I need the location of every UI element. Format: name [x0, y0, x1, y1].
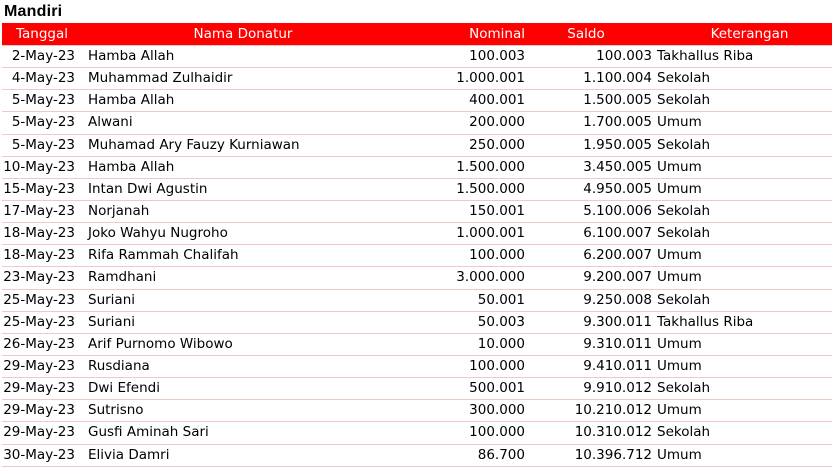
cell-saldo: 10.396.712	[526, 444, 656, 466]
cell-nominal: 1.000.001	[404, 68, 526, 90]
cell-tanggal: 5-May-23	[2, 90, 82, 112]
cell-saldo: 1.100.004	[526, 68, 656, 90]
cell-nama-donatur: Joko Wahyu Nugroho	[82, 223, 404, 245]
cell-saldo: 4.950.005	[526, 178, 656, 200]
table-row	[2, 444, 832, 466]
cell-saldo: 6.200.007	[526, 245, 656, 267]
table-row	[2, 156, 832, 178]
cell-keterangan: Umum	[656, 267, 832, 289]
table-row	[2, 400, 832, 422]
cell-tanggal: 5-May-23	[2, 112, 82, 134]
cell-nominal: 3.000.000	[404, 267, 526, 289]
cell-keterangan: Umum	[656, 355, 832, 377]
cell-nama-donatur: Norjanah	[82, 200, 404, 222]
cell-saldo: 9.250.008	[526, 289, 656, 311]
cell-saldo: 9.300.011	[526, 311, 656, 333]
table-row	[2, 223, 832, 245]
cell-nominal: 50.001	[404, 289, 526, 311]
cell-nama-donatur: Alwani	[82, 112, 404, 134]
table-row	[2, 46, 832, 68]
cell-tanggal: 30-May-23	[2, 444, 82, 466]
cell-tanggal: 25-May-23	[2, 289, 82, 311]
cell-nama-donatur: Hamba Allah	[82, 46, 404, 68]
table-row	[2, 90, 832, 112]
cell-saldo: 5.100.006	[526, 200, 656, 222]
cell-nama-donatur: Sutrisno	[82, 400, 404, 422]
cell-nominal: 400.001	[404, 90, 526, 112]
cell-nominal: 100.000	[404, 422, 526, 444]
cell-keterangan: Sekolah	[656, 289, 832, 311]
cell-saldo: 1.950.005	[526, 134, 656, 156]
cell-nama-donatur: Suriani	[82, 289, 404, 311]
cell-tanggal: 25-May-23	[2, 311, 82, 333]
cell-nama-donatur: Hamba Allah	[82, 90, 404, 112]
cell-nominal: 100.003	[404, 46, 526, 68]
table-row	[2, 178, 832, 200]
cell-nama-donatur: Gusfi Aminah Sari	[82, 422, 404, 444]
table-row	[2, 311, 832, 333]
cell-saldo: 6.100.007	[526, 223, 656, 245]
table-header	[2, 23, 832, 46]
cell-tanggal: 26-May-23	[2, 333, 82, 355]
cell-nominal: 10.000	[404, 333, 526, 355]
cell-nama-donatur: Intan Dwi Agustin	[82, 178, 404, 200]
cell-keterangan: Takhallus Riba	[656, 311, 832, 333]
table-row	[2, 333, 832, 355]
cell-keterangan: Sekolah	[656, 422, 832, 444]
cell-nama-donatur: Hamba Allah	[82, 156, 404, 178]
cell-nominal: 200.000	[404, 112, 526, 134]
cell-nama-donatur: Suriani	[82, 311, 404, 333]
cell-nominal: 50.003	[404, 311, 526, 333]
cell-nama-donatur: Dwi Efendi	[82, 378, 404, 400]
cell-keterangan: Sekolah	[656, 134, 832, 156]
cell-saldo: 1.700.005	[526, 112, 656, 134]
table-row	[2, 68, 832, 90]
cell-keterangan: Umum	[656, 178, 832, 200]
cell-tanggal: 18-May-23	[2, 223, 82, 245]
cell-tanggal: 29-May-23	[2, 378, 82, 400]
cell-tanggal: 4-May-23	[2, 68, 82, 90]
cell-saldo: 3.450.005	[526, 156, 656, 178]
header-nama-donatur: Nama Donatur	[82, 23, 404, 46]
cell-nominal: 86.700	[404, 444, 526, 466]
cell-nominal: 500.001	[404, 378, 526, 400]
table-body	[2, 46, 832, 467]
cell-tanggal: 5-May-23	[2, 134, 82, 156]
cell-keterangan: Umum	[656, 444, 832, 466]
header-nominal: Nominal	[404, 23, 526, 46]
cell-saldo: 9.910.012	[526, 378, 656, 400]
table-row	[2, 200, 832, 222]
cell-saldo: 9.310.011	[526, 333, 656, 355]
cell-keterangan: Sekolah	[656, 90, 832, 112]
table-row	[2, 112, 832, 134]
cell-keterangan: Sekolah	[656, 378, 832, 400]
table-header-row	[2, 23, 832, 46]
cell-tanggal: 23-May-23	[2, 267, 82, 289]
header-tanggal: Tanggal	[2, 23, 82, 46]
cell-nama-donatur: Ramdhani	[82, 267, 404, 289]
cell-nama-donatur: Rusdiana	[82, 355, 404, 377]
header-saldo: Saldo	[526, 23, 656, 46]
table-row	[2, 378, 832, 400]
cell-keterangan: Sekolah	[656, 223, 832, 245]
cell-nama-donatur: Rifa Rammah Chalifah	[82, 245, 404, 267]
table-row	[2, 267, 832, 289]
cell-nama-donatur: Elivia Damri	[82, 444, 404, 466]
cell-saldo: 10.210.012	[526, 400, 656, 422]
cell-tanggal: 15-May-23	[2, 178, 82, 200]
cell-keterangan: Takhallus Riba	[656, 46, 832, 68]
cell-saldo: 9.410.011	[526, 355, 656, 377]
cell-keterangan: Umum	[656, 112, 832, 134]
page-title: Mandiri	[4, 3, 63, 20]
cell-tanggal: 29-May-23	[2, 400, 82, 422]
cell-nominal: 300.000	[404, 400, 526, 422]
table-row	[2, 422, 832, 444]
table-row	[2, 134, 832, 156]
table-row	[2, 289, 832, 311]
cell-tanggal: 2-May-23	[2, 46, 82, 68]
cell-nominal: 100.000	[404, 245, 526, 267]
table-row	[2, 355, 832, 377]
cell-tanggal: 10-May-23	[2, 156, 82, 178]
cell-tanggal: 18-May-23	[2, 245, 82, 267]
cell-nominal: 1.500.000	[404, 178, 526, 200]
cell-saldo: 9.200.007	[526, 267, 656, 289]
cell-nominal: 150.001	[404, 200, 526, 222]
cell-keterangan: Umum	[656, 400, 832, 422]
cell-tanggal: 29-May-23	[2, 355, 82, 377]
donation-table	[2, 23, 832, 467]
cell-keterangan: Sekolah	[656, 68, 832, 90]
cell-keterangan: Umum	[656, 156, 832, 178]
cell-nominal: 1.500.000	[404, 156, 526, 178]
cell-keterangan: Sekolah	[656, 200, 832, 222]
header-keterangan: Keterangan	[656, 23, 832, 46]
cell-tanggal: 29-May-23	[2, 422, 82, 444]
cell-keterangan: Umum	[656, 333, 832, 355]
cell-nominal: 100.000	[404, 355, 526, 377]
cell-keterangan: Umum	[656, 245, 832, 267]
cell-saldo: 100.003	[526, 46, 656, 68]
cell-saldo: 10.310.012	[526, 422, 656, 444]
cell-nama-donatur: Arif Purnomo Wibowo	[82, 333, 404, 355]
cell-tanggal: 17-May-23	[2, 200, 82, 222]
cell-nominal: 1.000.001	[404, 223, 526, 245]
cell-nominal: 250.000	[404, 134, 526, 156]
table-row	[2, 245, 832, 267]
cell-nama-donatur: Muhammad Zulhaidir	[82, 68, 404, 90]
cell-nama-donatur: Muhamad Ary Fauzy Kurniawan	[82, 134, 404, 156]
cell-saldo: 1.500.005	[526, 90, 656, 112]
